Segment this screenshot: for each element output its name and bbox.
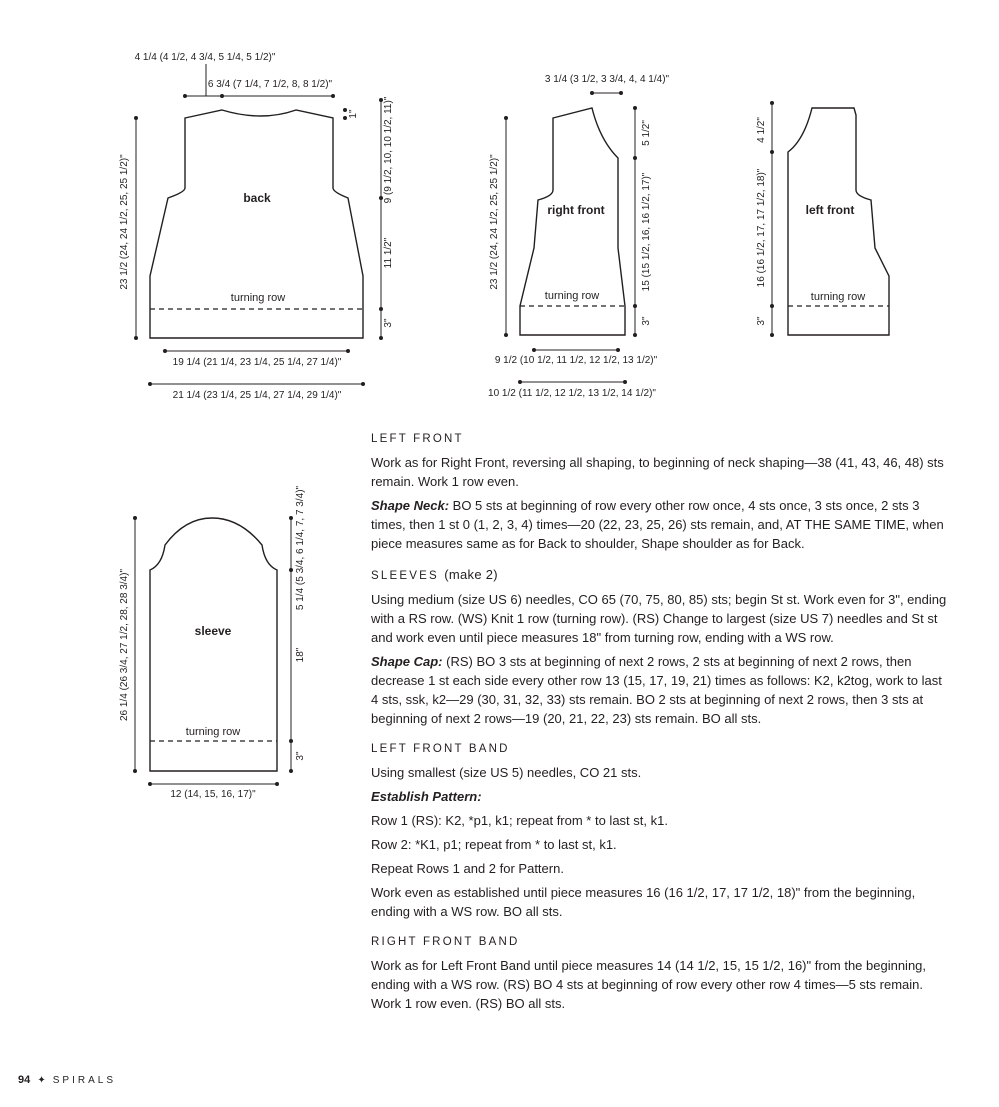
back-shoulder-width: 6 3/4 (7 1/4, 7 1/2, 8, 8 1/2)" [207, 79, 333, 90]
sleeve-total-length: 26 1/4 (26 3/4, 27 1/2, 28, 28 3/4)" [119, 569, 130, 721]
back-schematic [119, 52, 394, 401]
sleeve-schematic [119, 485, 306, 800]
section-sleeves [371, 565, 951, 728]
right-front-hem: 3" [641, 316, 652, 326]
paragraph: Work as for Right Front, reversing all shaping, to beginning of neck shaping—38 (41, 43, 46, 48) sts remain. Work 1 row even. [371, 455, 944, 489]
sleeve-width: 12 (14, 15, 16, 17)" [170, 789, 256, 800]
paragraph: Work as for Left Front Band until piece measures 14 (14 1/2, 15, 15 1/2, 16)" from the beginning, ending with a WS row. (RS) BO 4 sts at beginning of row every other row 4 times—5 sts remain. Work 1 row even. (RS) BO all sts. [371, 958, 927, 1011]
page-footer [18, 1074, 116, 1086]
step-text: (RS) BO 3 sts at beginning of next 2 rows, 2 sts at beginning of next 2 rows, then decrease 1 st each side every other row 13 (15, 17, 19, 21) times as follows: K2, k2tog, work to last 4 sts, ssk, k2—29 (30, 31, 32, 33) sts remain. BO 2 sts at beginning of next 2 rows, then 3 sts at beginning of next 2 rows—19 (20, 21, 22, 23) sts remain. BO all sts. [371, 654, 942, 726]
right-front-width-bottom: 10 1/2 (11 1/2, 12 1/2, 13 1/2, 14 1/2)" [488, 388, 656, 399]
paragraph: Using smallest (size US 5) needles, CO 21 sts. [371, 765, 642, 780]
publisher-logo-icon: ✦ [37, 1075, 46, 1086]
back-hem: 3" [383, 318, 394, 328]
section-heading-note: (make 2) [444, 567, 498, 582]
back-label: back [243, 191, 271, 205]
sleeve-length: 18" [295, 647, 306, 663]
back-shoulder-drop: 1" [348, 109, 359, 119]
section-heading: RIGHT FRONT BAND [371, 936, 520, 948]
right-front-neck-depth: 5 1/2" [641, 120, 652, 146]
left-front-neck-depth: 4 1/2" [756, 117, 767, 143]
step-lead: Establish Pattern: [371, 789, 482, 804]
right-front-label: right front [547, 203, 605, 217]
section-left-front [371, 430, 951, 553]
right-front-shoulder-width: 3 1/4 (3 1/2, 3 3/4, 4, 4 1/4)" [544, 74, 670, 85]
paragraph [371, 652, 951, 728]
section-heading-text: SLEEVES [371, 570, 439, 582]
back-width-turning: 19 1/4 (21 1/4, 23 1/4, 25 1/4, 27 1/4)" [172, 357, 342, 368]
left-front-turning-label: turning row [810, 291, 866, 303]
left-front-schematic [756, 101, 889, 337]
back-total-length: 23 1/2 (24, 24 1/2, 25, 25 1/2)" [119, 154, 130, 290]
back-width-bottom: 21 1/4 (23 1/4, 25 1/4, 27 1/4, 29 1/4)" [172, 390, 342, 401]
section-right-front-band [371, 933, 951, 1013]
paragraph: Work even as established until piece measures 16 (16 1/2, 17, 17 1/2, 18)" from the beginning, ending with a WS row. BO all sts. [371, 885, 916, 919]
pattern-instructions [371, 430, 951, 1025]
left-front-hem: 3" [756, 316, 767, 326]
back-armhole: 9 (9 1/2, 10, 10 1/2, 11)" [383, 96, 394, 204]
sleeve-cap-height: 5 1/4 (5 3/4, 6 1/4, 7, 7 3/4)" [295, 485, 306, 611]
sleeve-turning-label: turning row [185, 726, 241, 738]
back-side-length: 11 1/2" [383, 237, 394, 269]
left-front-label: left front [805, 203, 855, 217]
section-left-front-band [371, 740, 951, 921]
right-front-length-to-neck: 15 (15 1/2, 16, 16 1/2, 17)" [641, 172, 652, 292]
left-front-length-to-neck: 16 (16 1/2, 17, 17 1/2, 18)" [756, 168, 767, 288]
step-lead: Shape Cap: [371, 654, 443, 669]
page-number: 94 [18, 1074, 31, 1086]
pattern-row: Row 2: *K1, p1; repeat from * to last st, k1. [371, 837, 617, 852]
right-front-width-turning: 9 1/2 (10 1/2, 11 1/2, 12 1/2, 13 1/2)" [494, 355, 658, 366]
section-heading [371, 565, 951, 586]
sleeve-hem: 3" [295, 751, 306, 761]
paragraph: Using medium (size US 6) needles, CO 65 (70, 75, 80, 85) sts; begin St st. Work even for 3", ending with a RS row. (WS) Knit 1 row (turning row). (RS) Change to largest (size US 7) needles and St st and work even until piece measures 18" from turning row, ending with a WS row. [371, 592, 947, 645]
right-front-total-length: 23 1/2 (24, 24 1/2, 25, 25 1/2)" [489, 154, 500, 290]
section-heading: LEFT FRONT [371, 433, 464, 445]
paragraph: Repeat Rows 1 and 2 for Pattern. [371, 861, 564, 876]
pattern-row: Row 1 (RS): K2, *p1, k1; repeat from * to last st, k1. [371, 813, 668, 828]
back-neck-width: 4 1/4 (4 1/2, 4 3/4, 5 1/4, 5 1/2)" [134, 52, 276, 63]
book-title: SPIRALS [52, 1075, 117, 1086]
right-front-schematic [488, 74, 670, 399]
section-heading: LEFT FRONT BAND [371, 743, 510, 755]
right-front-turning-label: turning row [544, 290, 600, 302]
sleeve-label: sleeve [194, 624, 232, 638]
step-lead: Shape Neck: [371, 498, 450, 513]
back-turning-label: turning row [230, 292, 286, 304]
paragraph [371, 496, 951, 553]
step-text: BO 5 sts at beginning of row every other row once, 4 sts once, 3 sts once, 2 sts 3 times, then 1 st 0 (1, 2, 3, 4) times—20 (22, 23, 25, 26) sts remain, and, AT THE SAME TIME, when piece measures same as for Back to shoulder, Shape shoulder as for Back. [371, 498, 944, 551]
